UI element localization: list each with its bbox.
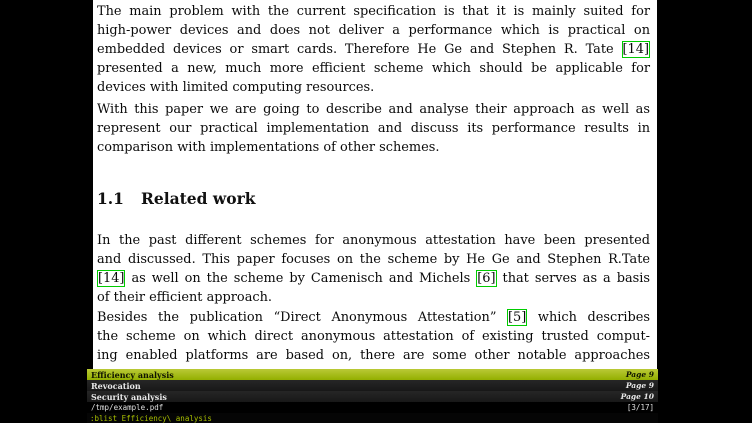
citation-link[interactable]: [14] (622, 42, 649, 57)
body-text: presented a new, much more efficient scheme which should be applicable for (97, 61, 650, 76)
status-bar-page-indicator: [3/17] (626, 403, 654, 412)
completion-item-page: Page 9 (625, 381, 654, 390)
body-text: comparison with implementations of other schemes. (97, 140, 440, 155)
body-text: that serves as a basis (496, 271, 651, 286)
completion-item-label: Revocation (91, 380, 141, 391)
body-text: Besides the publication “Direct Anonymous Attestation” (97, 310, 508, 325)
citation-link[interactable]: [6] (477, 271, 496, 286)
completion-item-page: Page 10 (620, 392, 654, 401)
completion-item-revocation[interactable] (87, 380, 658, 391)
citation-link[interactable]: [5] (508, 310, 527, 325)
citation-link[interactable]: [14] (98, 271, 125, 286)
command-input[interactable] (87, 413, 658, 423)
body-text: ing enabled platforms are based on, there are some other notable approaches (97, 348, 650, 363)
body-text: The main problem with the current specification is that it is mainly suited for (97, 4, 650, 19)
pdf-viewer-window (87, 0, 658, 423)
status-bar (87, 402, 658, 413)
body-text: high-power devices and does not deliver a performance which is practical on (97, 23, 650, 38)
body-text: embedded devices or smart cards. Therefore He Ge and Stephen R. Tate (97, 42, 622, 57)
status-bar-file-path: /tmp/example.pdf (91, 403, 164, 412)
section-number: 1.1 (97, 189, 124, 208)
body-text: devices with limited computing resources. (97, 80, 375, 95)
completion-item-efficiency-analysis[interactable] (87, 369, 658, 380)
body-text: of their efficient approach. (97, 290, 272, 305)
body-text: With this paper we are going to describe and analyse their approach as well as (97, 102, 650, 117)
body-text: represent our practical implementation and discuss its performance results in (97, 121, 650, 136)
body-text: which describes (527, 310, 650, 325)
section-heading (97, 189, 650, 208)
body-text: as well on the scheme by Camenisch and Michels (125, 271, 477, 286)
section-title: Related work (140, 189, 256, 208)
completion-item-page: Page 9 (625, 370, 654, 379)
paragraph-3 (97, 231, 650, 307)
completion-item-security-analysis[interactable] (87, 391, 658, 402)
paragraph-4 (97, 308, 650, 365)
completion-item-label: Efficiency analysis (91, 369, 174, 380)
completion-item-label: Security analysis (91, 391, 167, 402)
body-text: In the past different schemes for anonymous attestation have been presented (97, 233, 650, 248)
paragraph-1 (97, 2, 650, 97)
body-text: the scheme on which direct anonymous attestation of existing trusted comput- (97, 329, 650, 344)
command-input-text: :blist Efficiency\ analysis (90, 413, 212, 423)
body-text: and discussed. This paper focuses on the scheme by He Ge and Stephen R.Tate (97, 252, 650, 267)
paragraph-2 (97, 100, 650, 157)
pdf-page (93, 0, 657, 369)
